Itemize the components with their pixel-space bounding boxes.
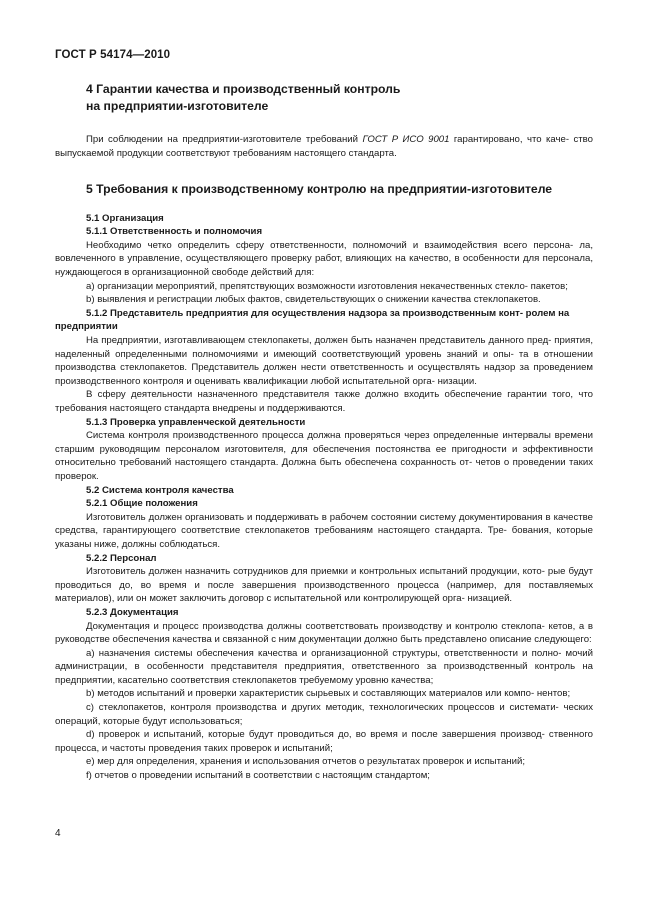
heading-5-1-3: 5.1.3 Проверка управленческой деятельности xyxy=(86,416,306,428)
paragraph-5-2-2: Изготовитель должен назначить сотрудников для приемки и контрольных испытаний продукции, кото- рые будут проводиться до, во время и после завершения производственного процесса (например, для поставляемых материалов), или он может заключить договор с испытательной или контролирующей орга- низацией. xyxy=(55,566,593,605)
section-4-title-line1: 4 Гарантии качества и производственный контроль xyxy=(86,82,401,96)
paragraph-5-1-3: Система контроля производственного процесса должна проверяться через определенные интервалы времени старшим руководящим персоналом изготовителя, для обеспечения постоянства ее пригодности и эффективности относительно требований настоящего стандарта. Должна быть обеспечена сохранность от- четов о проведении таких проверок. xyxy=(55,430,593,482)
section-4-title xyxy=(55,81,593,114)
section-4-text-after: гарантировано, что каче- ство выпускаемой продукции соответствуют требованиям настоящего стандарта. xyxy=(55,134,593,159)
heading-5-2-3: 5.2.3 Документация xyxy=(86,606,179,618)
section-5-title: 5 Требования к производственному контролю на предприятии-изготовителе xyxy=(86,182,553,197)
list-item-5-2-3-f: f) отчетов о проведении испытаний в соответствии с настоящим стандартом; xyxy=(86,770,430,782)
list-item-5-2-3-c: c) стеклопакетов, контроля производства и других методик, технологических процессов и системати- ческих операций, которые будут использоваться; xyxy=(55,702,593,727)
list-item-5-2-3-e: e) мер для определения, хранения и использования отчетов о результатах проверок и испытаний; xyxy=(86,756,525,768)
heading-5-1-1: 5.1.1 Ответственность и полномочия xyxy=(86,226,263,238)
heading-5-2: 5.2 Система контроля качества xyxy=(86,484,234,496)
heading-5-1-2: 5.1.2 Представитель предприятия для осуществления надзора за производственным конт- ролем на предприятии xyxy=(55,307,570,333)
page-content xyxy=(55,72,593,783)
paragraph-5-1-1: Необходимо четко определить сферу ответственности, полномочий и взаимодействия всего персона- ла, вовлеченного в управление, осуществляющего проверку работ, влияющих на качество, в особенности для персонала, нуждающегося в организационной свободе действий для: xyxy=(55,239,593,279)
heading-5-2-2: 5.2.2 Персонал xyxy=(86,552,157,564)
list-item-5-2-3-a: a) назначения системы обеспечения качества и организационной структуры, ответственности и полно- мочий администрации, в особенности представителя предприятия, ответственного за производственный контроль на предприятии, касательно соответствия стеклопакетов требуемому уровню качества; xyxy=(55,647,593,686)
list-item-5-2-3-b: b) методов испытаний и проверки характеристик сырьевых и составляющих материалов или компо- нентов; xyxy=(86,688,571,700)
heading-5-1: 5.1 Организация xyxy=(86,212,164,224)
list-item-5-1-1-b: b) выявления и регистрации любых фактов, свидетельствующих о снижении качества стеклопакетов. xyxy=(86,294,541,306)
section-4-text-before: При соблюдении на предприятии-изготовителе требований xyxy=(86,134,363,145)
section-4-title-line2: на предприятии-изготовителе xyxy=(86,98,269,113)
heading-5-2-1: 5.2.1 Общие положения xyxy=(86,498,198,510)
paragraph-5-1-2-2: В сферу деятельности назначенного представителя также должно входить обеспечение гарантии того, что требования настоящего стандарта внедрены и поддерживаются. xyxy=(55,389,593,414)
section-4-paragraph xyxy=(55,133,593,160)
standard-reference: ГОСТ Р ИСО 9001 xyxy=(362,134,450,145)
page-number: 4 xyxy=(55,828,61,839)
paragraph-5-2-3: Документация и процесс производства должны соответствовать производству и контролю стеклопа- кетов, а в руководстве обеспечения качества и связанной с ним документации должно быть представлено описание следующего: xyxy=(55,620,593,646)
paragraph-5-1-2-1: На предприятии, изготавливающем стеклопакеты, должен быть назначен представитель данного пред- приятия, наделенный определенными полномочиями и имеющий соответствующий уровень знаний и опы- та в отношении производства стеклопакетов. Представитель должен нести ответственность и осуществлять надзор за проведением производственного контроля и оценивать квалификации любой испытательной орга- низации. xyxy=(55,335,593,387)
list-item-5-2-3-d: d) проверок и испытаний, которые будут проводиться до, во время и после завершения производ- ственного процесса, и частоты проведения таких проверок и испытаний; xyxy=(55,729,593,754)
list-item-5-1-1-a: a) организации мероприятий, препятствующих возможности изготовления некачественных стекло- пакетов; xyxy=(86,280,568,292)
document-code: ГОСТ Р 54174—2010 xyxy=(55,49,171,61)
paragraph-5-2-1: Изготовитель должен организовать и поддерживать в рабочем состоянии систему документирования в качестве средства, гарантирующего соответствие стеклопакетов требованиям настоящего стандарта. Тре- бования, которые указаны ниже, должны соблюдаться. xyxy=(55,511,593,550)
